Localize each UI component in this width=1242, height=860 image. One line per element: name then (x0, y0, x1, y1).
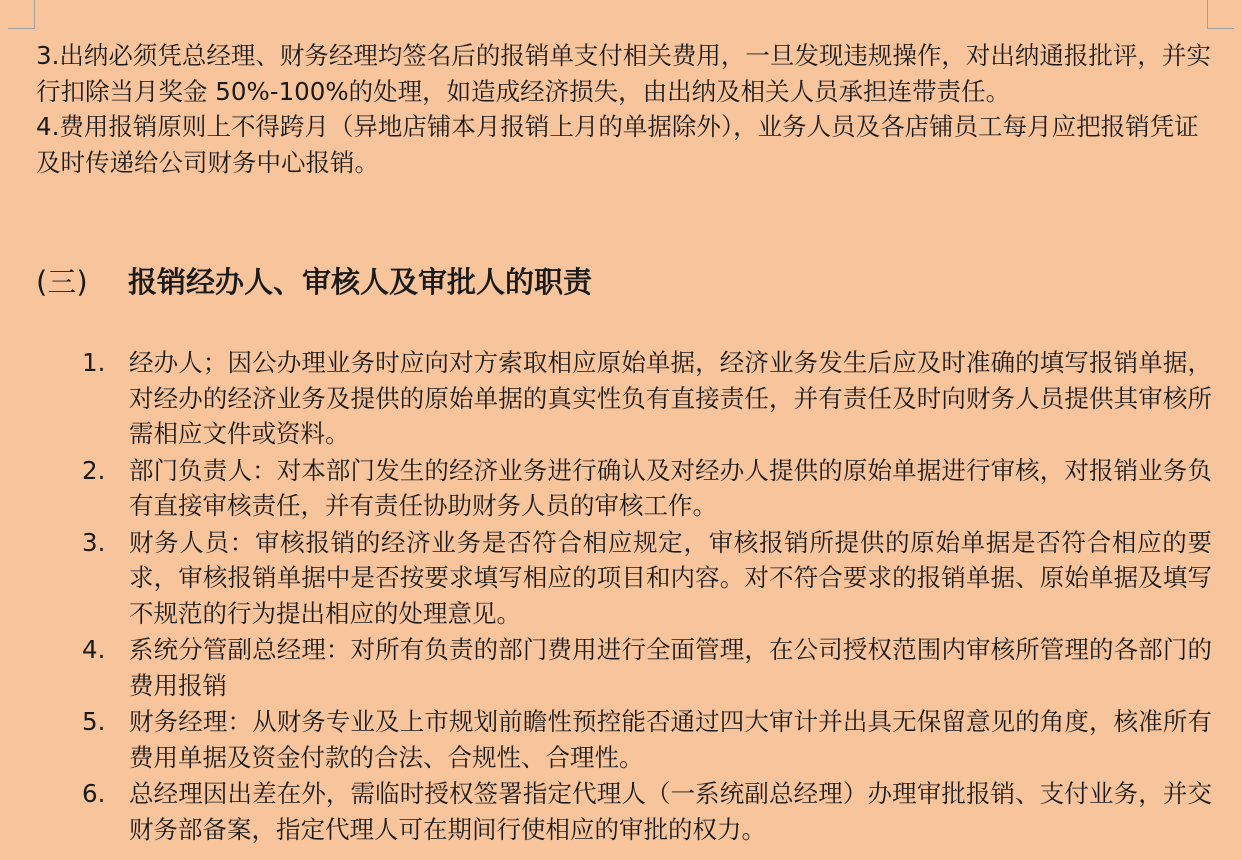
duty-item (82, 453, 1212, 524)
duty-item-number: 3. (82, 527, 106, 557)
duty-item-text: 财务经理：从财务专业及上市规划前瞻性预控能否通过四大审计并出具无保留意见的角度，核准所有费用单据及资金付款的合法、合规性、合理性。 (129, 707, 1212, 772)
page-corner-mark-right (1207, 0, 1234, 29)
duty-item-text: 部门负责人：对本部门发生的经济业务进行确认及对经办人提供的原始单据进行审核，对报销业务负有直接审核责任，并有责任协助财务人员的审核工作。 (129, 455, 1212, 520)
duty-item-number: 4. (82, 635, 106, 664)
rule-paragraph-4: 4.费用报销原则上不得跨月（异地店铺本月报销上月的单据除外），业务人员及各店铺员工每月应把报销凭证及时传递给公司财务中心报销。 (36, 112, 1199, 177)
intro-paragraphs (36, 38, 1216, 180)
duty-item (82, 632, 1212, 703)
duty-item-number: 6. (82, 779, 106, 808)
duty-list (82, 345, 1212, 848)
section-heading (36, 262, 1216, 302)
duty-item (82, 345, 1212, 452)
duty-item-number: 1. (82, 348, 106, 377)
section-number: (三) (36, 265, 88, 299)
duty-item-text: 系统分管副总经理：对所有负责的部门费用进行全面管理，在公司授权范围内审核所管理的各部门的费用报销 (129, 635, 1212, 700)
duty-item-number: 2. (82, 455, 106, 485)
rule-paragraph-3: 3.出纳必须凭总经理、财务经理均签名后的报销单支付相关费用，一旦发现违规操作，对出纳通报批评，并实行扣除当月奖金 50%-100%的处理，如造成经济损失，由出纳及相关人员承担连带责任。 (36, 41, 1211, 106)
section-title: 报销经办人、审核人及审批人的职责 (128, 265, 593, 299)
duty-item (82, 776, 1212, 847)
duty-item-text: 经办人；因公办理业务时应向对方索取相应原始单据，经济业务发生后应及时准确的填写报销单据，对经办的经济业务及提供的原始单据的真实性负有直接责任，并有责任及时向财务人员提供其审核所需相应文件或资料。 (129, 348, 1212, 448)
duty-item (82, 704, 1212, 775)
duty-item-text: 财务人员：审核报销的经济业务是否符合相应规定，审核报销所提供的原始单据是否符合相应的要求，审核报销单据中是否按要求填写相应的项目和内容。对不符合要求的报销单据、原始单据及填写不规范的行为提出相应的处理意见。 (129, 527, 1212, 628)
page-corner-mark-left (8, 0, 35, 29)
duty-item-number: 5. (82, 707, 106, 736)
duty-item-text: 总经理因出差在外，需临时授权签署指定代理人（一系统副总经理）办理审批报销、支付业务，并交财务部备案，指定代理人可在期间行使相应的审批的权力。 (129, 779, 1212, 844)
duty-item (82, 525, 1212, 632)
